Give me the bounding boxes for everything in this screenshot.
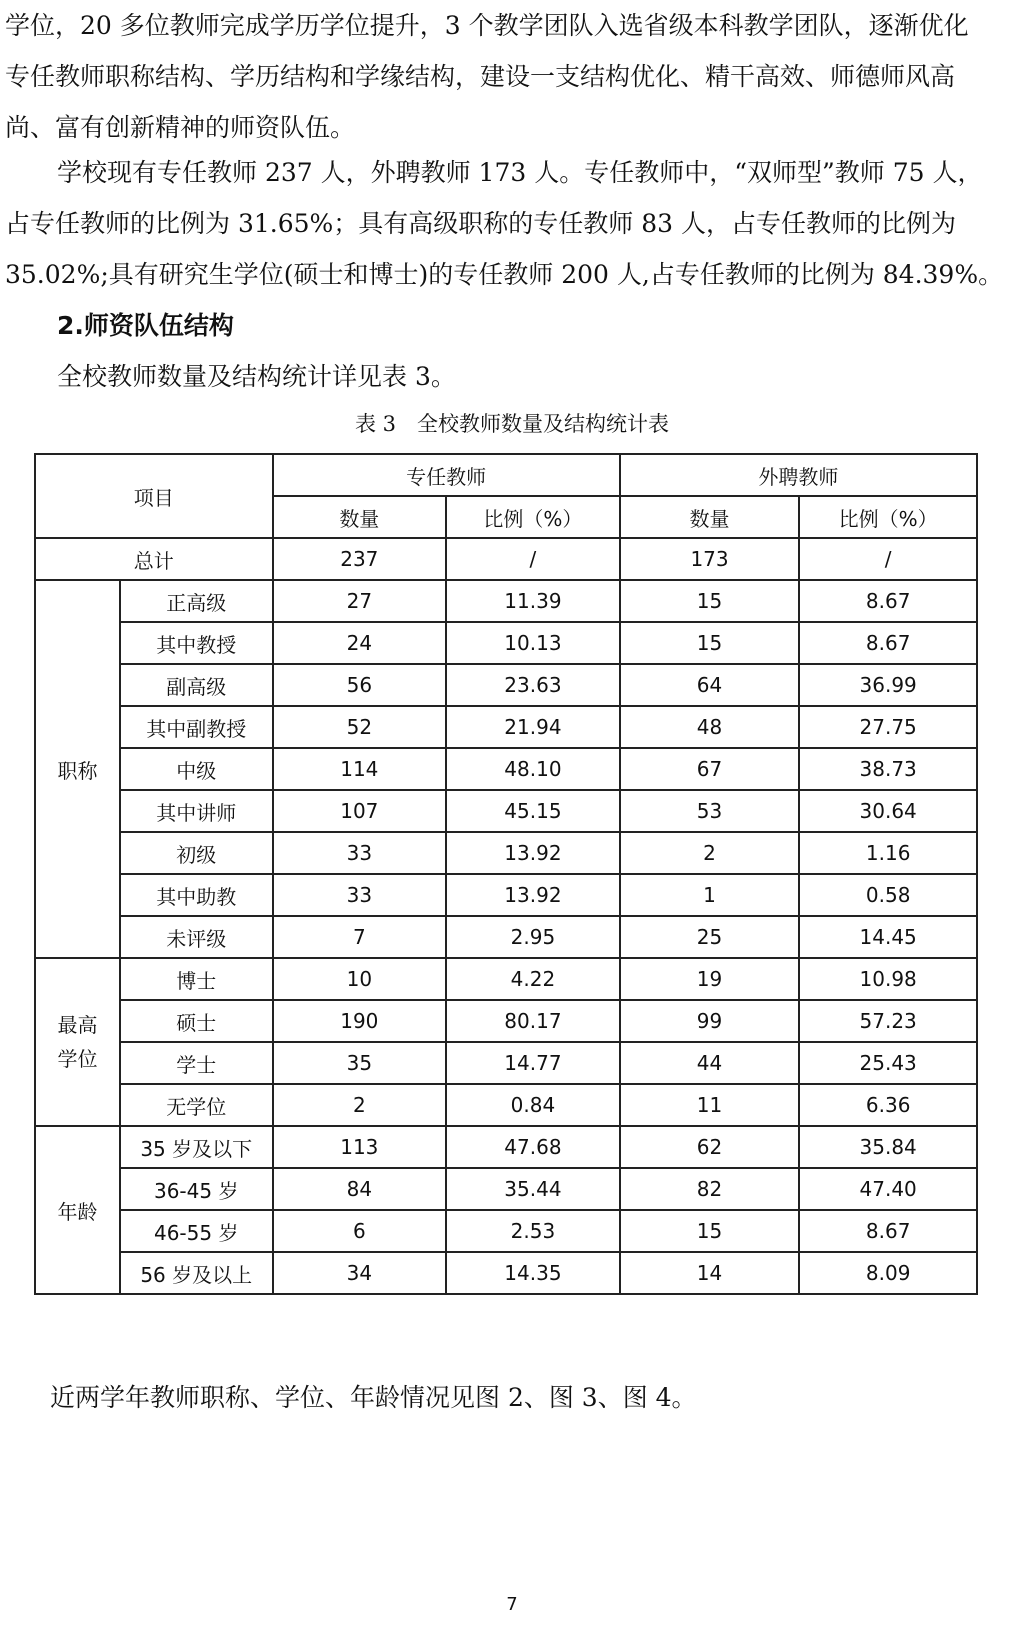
header-ft-ratio: 比例（%） [446,496,620,538]
cell-ft-ratio: 11.39 [446,580,620,622]
cell-ex-ratio: 8.67 [799,622,977,664]
table-row [35,958,977,1000]
cell-ft-count: 2 [273,1084,447,1126]
table-row [35,622,977,664]
cell-ft-ratio: 47.68 [446,1126,620,1168]
table-total-row [35,538,977,580]
cell-ex-ratio: 27.75 [799,706,977,748]
table-row [35,1210,977,1252]
header-ex-count: 数量 [620,496,800,538]
cell-ft-ratio: 80.17 [446,1000,620,1042]
page-number: 7 [506,1594,518,1615]
total-ex-ratio: / [799,538,977,580]
group-label-age: 年龄 [35,1126,120,1294]
table-row [35,790,977,832]
cell-ft-ratio: 35.44 [446,1168,620,1210]
paragraph-line: 35.02%;具有研究生学位(硕士和博士)的专任教师 200 人,占专任教师的比例为 84.39%。 [5,260,1004,289]
row-label: 35 岁及以下 [120,1126,273,1168]
cell-ft-ratio: 14.77 [446,1042,620,1084]
cell-ex-ratio: 30.64 [799,790,977,832]
group-label-degree: 最高学位 [35,958,120,1126]
table-intro-text: 全校教师数量及结构统计详见表 3。 [57,362,456,391]
section-heading: 2.师资队伍结构 [57,311,234,340]
cell-ex-ratio: 8.67 [799,1210,977,1252]
table-row [35,1126,977,1168]
cell-ex-ratio: 57.23 [799,1000,977,1042]
cell-ex-count: 53 [620,790,800,832]
row-label: 36-45 岁 [120,1168,273,1210]
total-ft-count: 237 [273,538,447,580]
cell-ex-count: 11 [620,1084,800,1126]
total-ex-count: 173 [620,538,800,580]
paragraph-line: 专任教师职称结构、学历结构和学缘结构，建设一支结构优化、精干高效、师德师风高 [5,62,956,91]
cell-ft-count: 7 [273,916,447,958]
cell-ft-count: 84 [273,1168,447,1210]
cell-ex-ratio: 8.09 [799,1252,977,1294]
cell-ft-count: 27 [273,580,447,622]
cell-ft-ratio: 21.94 [446,706,620,748]
total-label: 总计 [35,538,273,580]
paragraph-line: 学校现有专任教师 237 人，外聘教师 173 人。专任教师中，“双师型”教师 75 人， [57,158,983,187]
table-row [35,1252,977,1294]
cell-ft-count: 35 [273,1042,447,1084]
paragraph-1 [5,0,1005,153]
cell-ft-ratio: 10.13 [446,622,620,664]
cell-ft-count: 56 [273,664,447,706]
cell-ex-count: 48 [620,706,800,748]
cell-ft-ratio: 45.15 [446,790,620,832]
cell-ft-count: 24 [273,622,447,664]
row-label: 46-55 岁 [120,1210,273,1252]
cell-ft-count: 113 [273,1126,447,1168]
header-fulltime: 专任教师 [273,454,620,496]
cell-ft-count: 33 [273,832,447,874]
table-header-row [35,454,977,496]
table-row [35,706,977,748]
cell-ft-ratio: 13.92 [446,832,620,874]
table-row [35,1000,977,1042]
cell-ex-count: 15 [620,580,800,622]
cell-ft-count: 33 [273,874,447,916]
cell-ex-count: 15 [620,622,800,664]
cell-ex-ratio: 47.40 [799,1168,977,1210]
cell-ex-ratio: 10.98 [799,958,977,1000]
cell-ex-ratio: 25.43 [799,1042,977,1084]
cell-ft-ratio: 23.63 [446,664,620,706]
header-ft-count: 数量 [273,496,447,538]
cell-ft-ratio: 0.84 [446,1084,620,1126]
cell-ex-ratio: 35.84 [799,1126,977,1168]
row-label: 初级 [120,832,273,874]
teacher-stats-table [34,453,978,1295]
paragraph-2 [5,147,1005,300]
cell-ex-ratio: 8.67 [799,580,977,622]
paragraph-line: 尚、富有创新精神的师资队伍。 [5,113,356,142]
cell-ex-count: 67 [620,748,800,790]
cell-ex-count: 82 [620,1168,800,1210]
header-item: 项目 [35,454,273,538]
cell-ft-ratio: 48.10 [446,748,620,790]
cell-ft-ratio: 13.92 [446,874,620,916]
row-label: 其中副教授 [120,706,273,748]
cell-ft-count: 107 [273,790,447,832]
cell-ft-count: 190 [273,1000,447,1042]
table-row [35,580,977,622]
cell-ex-count: 19 [620,958,800,1000]
cell-ft-count: 34 [273,1252,447,1294]
table-row [35,916,977,958]
header-ex-ratio: 比例（%） [799,496,977,538]
cell-ex-count: 64 [620,664,800,706]
cell-ex-count: 25 [620,916,800,958]
row-label: 其中助教 [120,874,273,916]
row-label: 中级 [120,748,273,790]
cell-ex-ratio: 38.73 [799,748,977,790]
cell-ft-ratio: 14.35 [446,1252,620,1294]
cell-ex-count: 62 [620,1126,800,1168]
paragraph-line: 学位，20 多位教师完成学历学位提升，3 个教学团队入选省级本科教学团队，逐渐优化 [5,11,969,40]
table-row [35,874,977,916]
row-label: 其中教授 [120,622,273,664]
cell-ft-count: 10 [273,958,447,1000]
cell-ex-count: 15 [620,1210,800,1252]
row-label: 其中讲师 [120,790,273,832]
cell-ft-ratio: 4.22 [446,958,620,1000]
cell-ft-count: 114 [273,748,447,790]
cell-ex-count: 99 [620,1000,800,1042]
figure-reference-text: 近两学年教师职称、学位、年龄情况见图 2、图 3、图 4。 [50,1383,697,1412]
row-label: 未评级 [120,916,273,958]
cell-ft-ratio: 2.95 [446,916,620,958]
table-row [35,664,977,706]
cell-ft-count: 52 [273,706,447,748]
table-caption: 表 3 全校教师数量及结构统计表 [354,412,670,436]
row-label: 56 岁及以上 [120,1252,273,1294]
row-label: 硕士 [120,1000,273,1042]
row-label: 正高级 [120,580,273,622]
cell-ex-ratio: 6.36 [799,1084,977,1126]
row-label: 副高级 [120,664,273,706]
cell-ex-count: 44 [620,1042,800,1084]
row-label: 学士 [120,1042,273,1084]
table-row [35,1042,977,1084]
cell-ft-ratio: 2.53 [446,1210,620,1252]
table-row [35,832,977,874]
header-external: 外聘教师 [620,454,977,496]
cell-ex-ratio: 0.58 [799,874,977,916]
row-label: 博士 [120,958,273,1000]
total-ft-ratio: / [446,538,620,580]
paragraph-line: 占专任教师的比例为 31.65%；具有高级职称的专任教师 83 人，占专任教师的比例为 [5,209,956,238]
cell-ex-count: 2 [620,832,800,874]
table-row [35,1084,977,1126]
cell-ex-ratio: 14.45 [799,916,977,958]
row-label: 无学位 [120,1084,273,1126]
table-row [35,1168,977,1210]
cell-ex-count: 14 [620,1252,800,1294]
table-row [35,748,977,790]
group-label-title: 职称 [35,580,120,958]
cell-ex-ratio: 36.99 [799,664,977,706]
cell-ex-count: 1 [620,874,800,916]
cell-ft-count: 6 [273,1210,447,1252]
cell-ex-ratio: 1.16 [799,832,977,874]
